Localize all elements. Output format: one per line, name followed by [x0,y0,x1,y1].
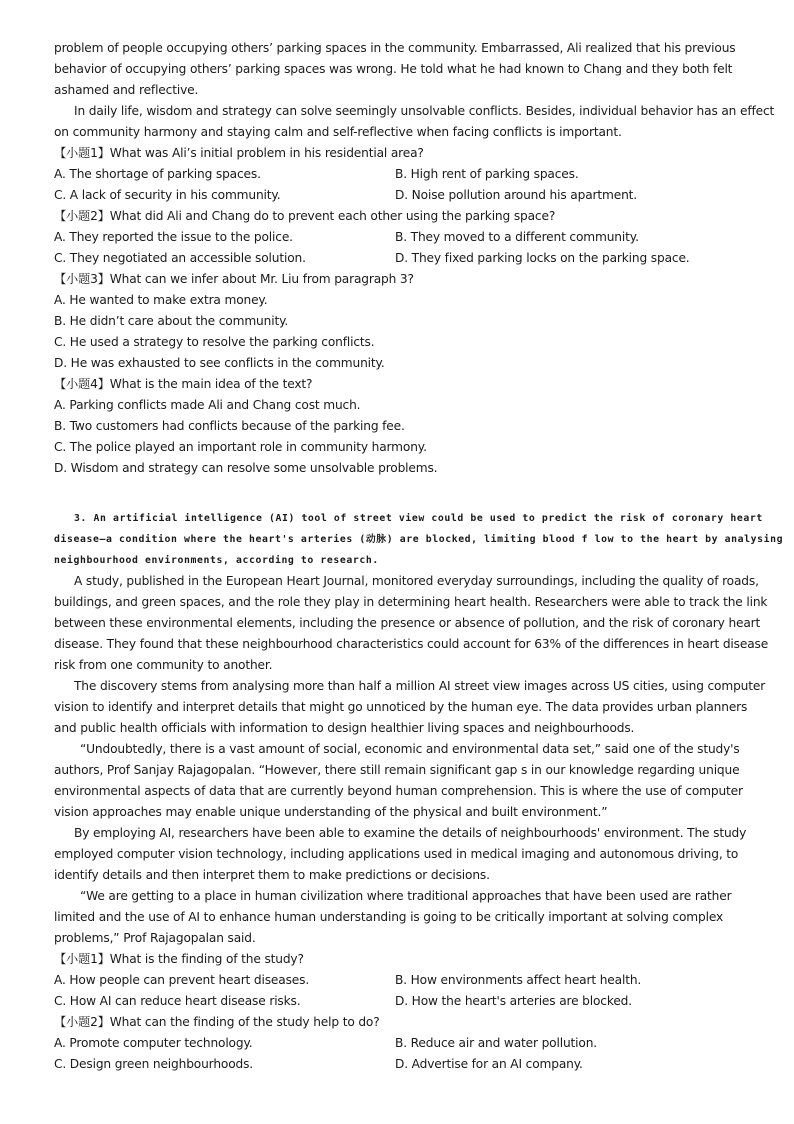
text-line: risk from one community to another. [54,658,273,672]
option-d[interactable]: D. They fixed parking locks on the parking space. [395,251,690,265]
option-c[interactable]: C. The police played an important role in community harmony. [54,440,427,454]
option-a[interactable]: A. Promote computer technology. [54,1036,253,1050]
text-line: disease. They found that these neighbourhood characteristics could account for 63% of the differences in heart disease [54,637,769,651]
text-line: problems,” Prof Rajagopalan said. [54,931,256,945]
options-row [54,991,754,1012]
option-d[interactable]: D. Advertise for an AI company. [395,1057,583,1071]
question-block-p2-q2 [54,206,754,269]
question-stem: 【小题3】What can we infer about Mr. Liu from paragraph 3? [54,272,414,286]
options-row [54,185,754,206]
passage-2-conclusion [54,101,775,143]
question-block-p2-q3 [54,269,754,374]
option-b[interactable]: B. They moved to a different community. [395,230,639,244]
options-row [54,227,754,248]
document-page [54,38,784,1075]
text-line: “We are getting to a place in human civilization where traditional approaches that have been used are rather [80,889,732,903]
option-b[interactable]: B. Two customers had conflicts because of the parking fee. [54,419,405,433]
option-b[interactable]: B. Reduce air and water pollution. [395,1036,598,1050]
option-d[interactable]: D. Noise pollution around his apartment. [395,188,637,202]
option-b[interactable]: B. How environments affect heart health. [395,973,642,987]
option-a[interactable]: A. They reported the issue to the police. [54,230,293,244]
option-a[interactable]: A. The shortage of parking spaces. [54,167,261,181]
option-d[interactable]: D. He was exhausted to see conflicts in the community. [54,356,385,370]
question-block-p2-q1 [54,143,754,206]
options-row [54,1033,754,1054]
passage-3-paragraph-1 [54,571,769,676]
passage-3-paragraph-5 [54,886,754,949]
text-line: “Undoubtedly, there is a vast amount of social, economic and environmental data set,” said one of the study's [80,742,740,756]
section-gap [54,479,754,508]
passage-2-tail [54,38,754,101]
option-a[interactable]: A. He wanted to make extra money. [54,293,268,307]
options-row [54,1054,754,1075]
passage-3-intro [54,508,784,571]
text-line: behavior of occupying others’ parking spaces was wrong. He told what he had known to Chang and they both felt [54,62,733,76]
text-line: and public health officials with information to design healthier living spaces and neighbourhoods. [54,721,635,735]
text-line: In daily life, wisdom and strategy can solve seemingly unsolvable conflicts. Besides, individual behavior has an effect [74,104,775,118]
option-b[interactable]: B. High rent of parking spaces. [395,167,579,181]
option-c[interactable]: C. Design green neighbourhoods. [54,1057,254,1071]
question-stem: 【小题1】What is the finding of the study? [54,952,304,966]
option-a[interactable]: A. How people can prevent heart diseases. [54,973,310,987]
question-block-p3-q2 [54,1012,754,1075]
text-line: By employing AI, researchers have been able to examine the details of neighbourhoods' environment. The study [74,826,747,840]
options-row [54,164,754,185]
option-d[interactable]: D. How the heart's arteries are blocked. [395,994,632,1008]
question-stem: 【小题4】What is the main idea of the text? [54,377,313,391]
text-line: on community harmony and staying calm and self-reflective when facing conflicts is important. [54,125,622,139]
text-line: problem of people occupying others’ parking spaces in the community. Embarrassed, Ali realized that his previous [54,41,736,55]
intro-line: neighbourhood environments, according to research. [54,555,379,566]
text-line: authors, Prof Sanjay Rajagopalan. “However, there still remain significant gap s in our knowledge regarding unique [54,763,740,777]
option-d[interactable]: D. Wisdom and strategy can resolve some unsolvable problems. [54,461,438,475]
text-line: vision approaches may enable unique understanding of the physical and built environment.” [54,805,608,819]
text-line: identify details and then interpret them to make predictions or decisions. [54,868,490,882]
options-row [54,248,754,269]
passage-3-paragraph-3 [54,739,754,823]
passage-3-paragraph-4 [54,823,754,886]
intro-line: 3. An artificial intelligence (AI) tool of street view could be used to predict the risk of coronary heart [74,513,763,524]
question-block-p3-q1 [54,949,754,1012]
text-line: vision to identify and interpret details that might go unnoticed by the human eye. The data provides urban planners [54,700,748,714]
text-line: The discovery stems from analysing more than half a million AI street view images across US cities, using computer [74,679,766,693]
question-stem: 【小题2】What can the finding of the study help to do? [54,1015,380,1029]
text-line: employed computer vision technology, including applications used in medical imaging and autonomous driving, to [54,847,739,861]
option-a[interactable]: A. Parking conflicts made Ali and Chang cost much. [54,398,361,412]
option-b[interactable]: B. He didn’t care about the community. [54,314,289,328]
option-c[interactable]: C. A lack of security in his community. [54,188,281,202]
text-line: limited and the use of AI to enhance human understanding is going to be critically important at solving complex [54,910,724,924]
question-stem: 【小题2】What did Ali and Chang do to prevent each other using the parking space? [54,209,556,223]
text-line: buildings, and green spaces, and the role they play in determining heart health. Researchers were able to track the link [54,595,768,609]
option-c[interactable]: C. How AI can reduce heart disease risks. [54,994,301,1008]
text-line: ashamed and reflective. [54,83,199,97]
text-line: A study, published in the European Heart Journal, monitored everyday surroundings, including the quality of roads, [74,574,759,588]
question-block-p2-q4 [54,374,754,479]
question-stem: 【小题1】What was Ali’s initial problem in his residential area? [54,146,424,160]
option-c[interactable]: C. They negotiated an accessible solution. [54,251,306,265]
option-c[interactable]: C. He used a strategy to resolve the parking conflicts. [54,335,375,349]
passage-3-paragraph-2 [54,676,766,739]
text-line: between these environmental elements, including the presence or absence of pollution, and the risk of coronary heart [54,616,761,630]
text-line: environmental aspects of data that are currently beyond human comprehension. This is where the use of computer [54,784,743,798]
intro-line: disease—a condition where the heart's arteries (动脉) are blocked, limiting blood f low to the heart by analysing [54,534,784,545]
options-row [54,970,754,991]
